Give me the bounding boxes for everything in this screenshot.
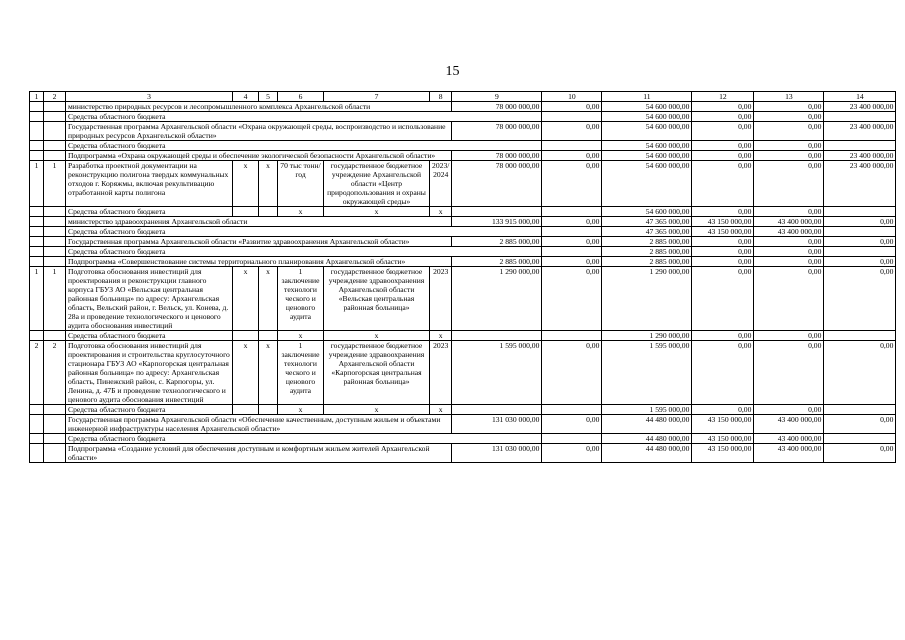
table-cell: 1 290 000,00 [602,267,692,331]
table-cell: х [324,331,430,341]
table-cell: 44 480 000,00 [602,415,692,434]
row-title: Разработка проектной документации на реконструкцию полигона твердых коммунальных отходов г. Коряжмы, включая рекультивацию отработанной карты полигона [66,161,233,207]
table-cell: 43 400 000,00 [754,444,824,463]
row-title: Средства областного бюджета [66,112,542,122]
table-row [30,227,896,237]
table-row [30,341,896,405]
table-cell: х [233,161,259,207]
table-cell: 0,00 [692,247,754,257]
table-row [30,112,896,122]
table-cell: государственное бюджетное учреждение Архангельской области «Центр природопользования и охраны окружающей среды» [324,161,430,207]
table-cell: 0,00 [824,444,896,463]
table-cell: 0,00 [542,161,602,207]
table-cell: 23 400 000,00 [824,161,896,207]
table-cell: 2 885 000,00 [602,237,692,247]
table-row [30,122,896,141]
table-cell: 0,00 [754,267,824,331]
table-cell: 0,00 [754,151,824,161]
table-cell: 0,00 [824,415,896,434]
table-row [30,415,896,434]
table-row [30,247,896,257]
table-cell: 0,00 [692,207,754,217]
row-title: Подпрограмма «Охрана окружающей среды и обеспечение экологической безопасности Архангельской области» [66,151,452,161]
table-cell: 2023/ 2024 [430,161,452,207]
table-cell: 0,00 [754,331,824,341]
table-cell: х [430,207,452,217]
table-cell: 47 365 000,00 [602,227,692,237]
table-row [30,331,896,341]
col-header: 13 [754,92,824,102]
row-title: Государственная программа Архангельской области «Обеспечение качественным, доступным жильем и объектами инженерной инфраструктуры населения Архангельской области» [66,415,452,434]
table-cell: 43 400 000,00 [754,217,824,227]
col-header: 6 [278,92,324,102]
col-header: 2 [44,92,66,102]
table-cell: 54 600 000,00 [602,141,692,151]
table-cell: 2 [30,341,44,405]
table-row [30,151,896,161]
table-cell: 0,00 [824,267,896,331]
table-cell: 133 915 000,00 [452,217,542,227]
col-header: 8 [430,92,452,102]
row-title: Подготовка обоснования инвестиций для проектирования и реконструкции главного корпуса ГБУЗ АО «Вельская центральная районная больница» по адресу: Архангельская область, Вельский район, г. Вельск, ул. Конева, д. 28а и проведение технологического и ценового аудита обоснования инвестиций [66,267,233,331]
table-cell: 23 400 000,00 [824,122,896,141]
table-cell: 1 595 000,00 [602,405,692,415]
table-cell: 54 600 000,00 [602,112,692,122]
header-row [30,92,896,102]
table-cell: 78 000 000,00 [452,102,542,112]
row-title: Средства областного бюджета [66,405,233,415]
table-cell: 23 400 000,00 [824,151,896,161]
table-cell: 1 [30,161,44,207]
table-cell: 0,00 [824,341,896,405]
table-cell: 44 480 000,00 [602,434,692,444]
table-cell: 2023 [430,341,452,405]
row-title: министерство здравоохранения Архангельской области [66,217,452,227]
table-cell: 0,00 [542,341,602,405]
table-cell: х [233,341,259,405]
row-title: Средства областного бюджета [66,227,542,237]
table-cell: 0,00 [542,217,602,227]
table-row [30,141,896,151]
table-cell: 78 000 000,00 [452,122,542,141]
table-cell: 2 885 000,00 [452,237,542,247]
table-cell: 47 365 000,00 [602,217,692,227]
table-cell: х [324,405,430,415]
table-cell: 0,00 [542,267,602,331]
table-cell: 0,00 [542,237,602,247]
table-cell: 0,00 [692,151,754,161]
row-title: Подготовка обоснования инвестиций для проектирования и строительства круглосуточного стационара ГБУЗ АО «Карпогорская центральная районная больница» по адресу: Архангельская область, Пинежский район, с. Карпогоры, ул. Ленина, д. 47Б и проведение технологического и ценового аудита обоснования инвестиций [66,341,233,405]
row-title: Средства областного бюджета [66,331,233,341]
table-cell: х [259,341,278,405]
col-header: 12 [692,92,754,102]
table-cell: 0,00 [692,237,754,247]
table-cell: х [430,331,452,341]
col-header: 11 [602,92,692,102]
table-cell: государственное бюджетное учреждение здравоохранения Архангельской области «Вельская центральная районная больница» [324,267,430,331]
table-cell: 0,00 [754,257,824,267]
table-cell: 0,00 [824,217,896,227]
table-cell: х [278,405,324,415]
col-header: 5 [259,92,278,102]
table-row [30,267,896,331]
row-title: Государственная программа Архангельской области «Развитие здравоохранения Архангельской области» [66,237,452,247]
table-cell: 0,00 [692,122,754,141]
table-cell: 1 [30,267,44,331]
table-row [30,405,896,415]
row-title: Подпрограмма «Совершенствование системы территориального планирования Архангельской области» [66,257,452,267]
table-cell: х [430,405,452,415]
page-number: 15 [445,64,460,79]
table-row [30,444,896,463]
table-row [30,257,896,267]
table-cell: х [278,331,324,341]
table-row [30,237,896,247]
table-cell: 1 заключение технологи ческого и ценового аудита [278,267,324,331]
table-cell: 0,00 [754,122,824,141]
table-cell: 0,00 [754,207,824,217]
table-cell: 2 885 000,00 [602,247,692,257]
table-cell: 54 600 000,00 [602,207,692,217]
table-cell: 43 150 000,00 [692,217,754,227]
col-header: 9 [452,92,542,102]
table-cell: 0,00 [754,405,824,415]
table-cell: 0,00 [692,141,754,151]
row-title: Подпрограмма «Создание условий для обеспечения доступным и комфортным жильем жителей Архангельской области» [66,444,452,463]
table-cell: 0,00 [754,102,824,112]
table-cell: 43 400 000,00 [754,415,824,434]
table-cell: 54 600 000,00 [602,122,692,141]
table-cell: 0,00 [542,415,602,434]
table-cell: 0,00 [692,405,754,415]
table-cell: 0,00 [754,112,824,122]
row-title: Средства областного бюджета [66,434,542,444]
table-cell: 1 290 000,00 [452,267,542,331]
col-header: 4 [233,92,259,102]
table-cell: 54 600 000,00 [602,102,692,112]
table-cell: 43 150 000,00 [692,227,754,237]
table-cell: 43 150 000,00 [692,434,754,444]
table-cell: 0,00 [824,257,896,267]
col-header: 10 [542,92,602,102]
table-cell: 0,00 [824,237,896,247]
table-row [30,161,896,207]
table-cell: 0,00 [692,102,754,112]
table-cell: 43 150 000,00 [692,444,754,463]
col-header: 14 [824,92,896,102]
table-cell: 1 595 000,00 [452,341,542,405]
col-header: 7 [324,92,430,102]
table-cell: х [278,207,324,217]
col-header: 1 [30,92,44,102]
table-cell: 0,00 [754,341,824,405]
table-cell: 0,00 [692,161,754,207]
table-cell: 78 000 000,00 [452,161,542,207]
table-cell: 43 150 000,00 [692,415,754,434]
table-cell: 70 тыс тонн/год [278,161,324,207]
table-cell: 1 290 000,00 [602,331,692,341]
col-header: 3 [66,92,233,102]
table-cell: 0,00 [754,161,824,207]
table-cell: 0,00 [692,112,754,122]
table-cell: 0,00 [542,257,602,267]
table-cell: 0,00 [542,122,602,141]
table-cell: 43 400 000,00 [754,227,824,237]
table-cell: 0,00 [754,141,824,151]
table-cell: 2 885 000,00 [602,257,692,267]
table-row [30,434,896,444]
table-cell: 44 480 000,00 [602,444,692,463]
row-title: Государственная программа Архангельской области «Охрана окружающей среды, воспроизводство и использование природных ресурсов Архангельской области» [66,122,452,141]
table-cell: х [233,267,259,331]
table-row [30,207,896,217]
table-cell: 0,00 [542,102,602,112]
table-cell: 23 400 000,00 [824,102,896,112]
table-cell: 1 595 000,00 [602,341,692,405]
table-cell: 0,00 [754,237,824,247]
table-cell: х [259,267,278,331]
table-cell: 131 030 000,00 [452,444,542,463]
table-cell: 131 030 000,00 [452,415,542,434]
table-cell: 2 [44,341,66,405]
budget-table [29,91,896,463]
table-cell: 2023 [430,267,452,331]
table-cell: 78 000 000,00 [452,151,542,161]
row-title: Средства областного бюджета [66,141,542,151]
table-cell: 0,00 [692,331,754,341]
table-cell: х [324,207,430,217]
table-cell: 1 заключение технологи ческого и ценового аудита [278,341,324,405]
table-row [30,102,896,112]
table-cell: х [259,161,278,207]
table-cell: 2 885 000,00 [452,257,542,267]
table-cell: 0,00 [542,444,602,463]
table-cell: 1 [44,161,66,207]
row-title: Средства областного бюджета [66,247,542,257]
table-cell: 43 400 000,00 [754,434,824,444]
row-title: Средства областного бюджета [66,207,233,217]
table-cell: 0,00 [754,247,824,257]
table-cell: 54 600 000,00 [602,151,692,161]
table-cell: государственное бюджетное учреждение здравоохранения Архангельской области «Карпогорская центральная районная больница» [324,341,430,405]
table-cell: 54 600 000,00 [602,161,692,207]
table-cell: 0,00 [692,267,754,331]
table-cell: 0,00 [692,341,754,405]
table-cell: 0,00 [692,257,754,267]
table-row [30,217,896,227]
table-cell: 0,00 [542,151,602,161]
table-cell: 1 [44,267,66,331]
row-title: министерство природных ресурсов и лесопромышленного комплекса Архангельской области [66,102,452,112]
